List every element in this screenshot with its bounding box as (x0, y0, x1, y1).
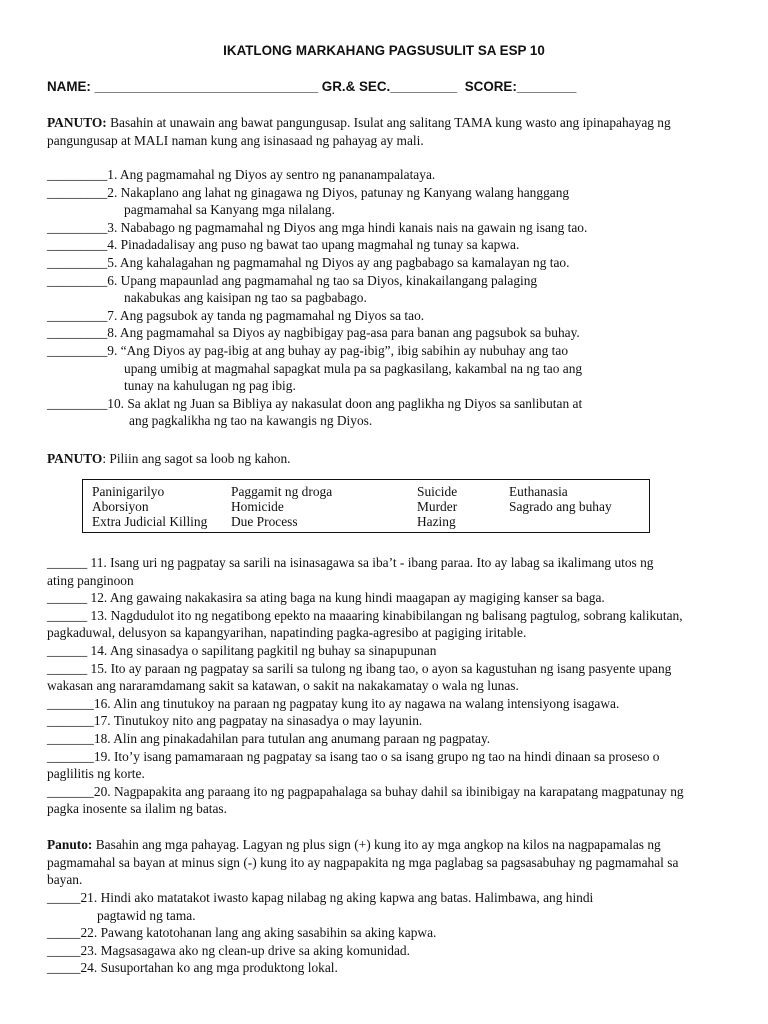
part2-items (47, 554, 727, 818)
choice-item: Murder (417, 499, 458, 514)
list-item: _____23. Magsasagawa ako ng clean-up drive sa aking komunidad. (47, 942, 410, 958)
part3-panuto-label: Panuto: (47, 837, 93, 852)
list-item: _________3. Nababago ng pagmamahal ng Diyos ang mga hindi kanais nais na gawain ng isang tao. (47, 219, 588, 235)
list-item: _________8. Ang pagmamahal sa Diyos ay nagbibigay pag-asa para banan ang pagsubok sa buhay. (47, 325, 580, 341)
name-label: NAME: (47, 79, 91, 94)
choice-item: Aborsiyon (92, 499, 149, 514)
part2-panuto-label: PANUTO (47, 451, 103, 466)
list-item: ______ 14. Ang sinasadya o sapilitang pagkitil ng buhay sa sinapupunan (47, 642, 437, 658)
list-item: _________7. Ang pagsubok ay tanda ng pagmamahal ng Diyos sa tao. (47, 307, 425, 323)
score-label: SCORE: (464, 79, 517, 94)
part2-instruction: : Piliin ang sagot sa loob ng kahon. (102, 451, 291, 466)
list-item: _________4. Pinadadalisay ang puso ng bawat tao upang magmahal ng tunay sa kapwa. (47, 237, 520, 253)
list-item: _____21. Hindi ako matatakot iwasto kapag nilabag ng aking kapwa ang batas. Halimbawa, ang hindi pagtawid ng tama. (47, 890, 594, 923)
choice-item: Hazing (417, 514, 456, 529)
student-info-line (47, 78, 576, 96)
choice-item: Euthanasia (509, 484, 568, 499)
choice-item: Paninigarilyo (92, 484, 165, 499)
list-item: ______ 13. Nagdudulot ito ng negatibong epekto na maaaring kinabibilangan ng balisang pagtulog, sobrang kalikutan, pagkaduwal, delusyon sa kapangyarihan, napatinding pagka-agresibo at pagiging iritable. (47, 607, 683, 641)
choice-item: Paggamit ng droga (231, 484, 333, 499)
part3-items (47, 889, 727, 977)
grsec-blank: _________ (390, 79, 458, 94)
choice-item: Suicide (417, 484, 458, 499)
list-item: _______20. Nagpapakita ang paraang ito ng pagpapahalaga sa buhay dahil sa ibinibigay na karapatang magpatunay ng pagka inosente sa ilalim ng batas. (47, 783, 684, 817)
part1-instruction-line2: pangungusap at MALI naman kung ang isinasaad ng pahayag ay mali. (47, 132, 424, 148)
part3-instruction-line1: Basahin ang mga pahayag. Lagyan ng plus sign (+) kung ito ay mga angkop na kilos na nagpapamalas ng (92, 837, 661, 852)
choices-box (82, 479, 650, 533)
part2-instructions (47, 450, 727, 468)
list-item: _____24. Susuportahan ko ang mga produktong lokal. (47, 960, 338, 976)
part1-instructions (47, 114, 727, 149)
score-blank: ________ (516, 79, 577, 94)
name-blank: ______________________________ (94, 79, 319, 94)
list-item: _______19. Ito’y isang pamamaraan ng pagpatay sa isang tao o sa isang grupo ng tao na hindi dinaan sa proseso o paglilitis ng korte. (47, 748, 660, 782)
list-item: _________6. Upang mapaunlad ang pagmamahal ng tao sa Diyos, kinakailangang palaging nakabukas ang kaisipan ng tao sa pagbabago. (47, 272, 538, 306)
list-item: ______ 11. Isang uri ng pagpatay sa sarili na isinasagawa sa iba’t - ibang paraa. Ito ay labag sa ikalimang utos ng ating panginoon (47, 555, 654, 588)
list-item: _________2. Nakaplano ang lahat ng ginagawa ng Diyos, patunay ng Kanyang walang hanggang pagmamahal sa Kanyang mga nilalang. (47, 184, 570, 218)
choice-item: Due Process (231, 514, 298, 529)
grsec-label: GR.& SEC. (321, 79, 391, 94)
part3-instruction-line2: pagmamahal sa bayan at minus sign (-) kung ito ay nagpapakita ng mga paglabag sa pagsasabuhay ng pagmamahal sa (47, 854, 679, 870)
part3-instruction-line3: bayan. (47, 872, 83, 888)
part3-instructions (47, 836, 727, 889)
part1-items (47, 166, 727, 430)
list-item: _________1. Ang pagmamahal ng Diyos ay sentro ng pananampalataya. (47, 167, 436, 182)
choice-item: Homicide (231, 499, 284, 514)
choice-item: Extra Judicial Killing (92, 514, 208, 529)
list-item: ______ 15. Ito ay paraan ng pagpatay sa sarili sa tulong ng ibang tao, o ayon sa kagustuhan ng isang pasyente upang wakasan ang nararamdamang sakit sa katawan, o sakit na nakakamatay o wala ng lunas. (47, 660, 672, 694)
list-item: _______17. Tinutukoy nito ang pagpatay na sinasadya o may layunin. (47, 713, 423, 729)
list-item: _________10. Sa aklat ng Juan sa Bibliya ay nakasulat doon ang paglikha ng Diyos sa sanlibutan at ang pagkalikha ng tao na kawangis ng Diyos. (47, 395, 583, 429)
part1-panuto-label: PANUTO: (47, 115, 107, 130)
list-item: _______16. Alin ang tinutukoy na paraan ng pagpatay kung ito ay nagawa na walang intensiyong isagawa. (47, 695, 620, 711)
exam-title: IKATLONG MARKAHANG PAGSUSULIT SA ESP 10 (223, 43, 545, 58)
list-item: _______18. Alin ang pinakadahilan para tutulan ang anumang paraan ng pagpatay. (47, 730, 491, 746)
part1-instruction-line1: Basahin at unawain ang bawat pangungusap. Isulat ang salitang TAMA kung wasto ang ipinapahayag ng (106, 115, 671, 130)
list-item: _________9. “Ang Diyos ay pag-ibig at ang buhay ay pag-ibig”, ibig sabihin ay nubuhay ang tao upang umibig at magmahal sapagkat mula pa sa pagkasilang, kakambal na ng tao ang tunay na kahulugan ng pag ibig. (47, 342, 583, 394)
list-item: _____22. Pawang katotohanan lang ang aking sasabihin sa aking kapwa. (47, 925, 437, 941)
list-item: _________5. Ang kahalagahan ng pagmamahal ng Diyos ay ang pagbabago sa kamalayan ng tao. (47, 254, 570, 270)
choice-item: Sagrado ang buhay (509, 499, 612, 514)
list-item: ______ 12. Ang gawaing nakakasira sa ating baga na kung hindi maagapan ay magiging kanser sa baga. (47, 590, 605, 606)
